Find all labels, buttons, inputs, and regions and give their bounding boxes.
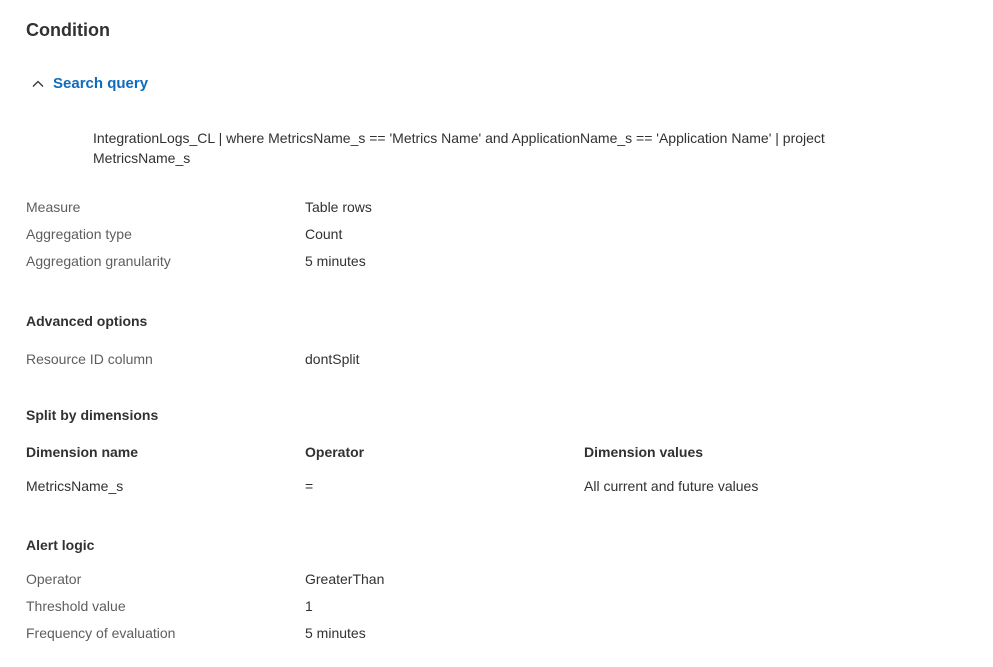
aggregation-type-label: Aggregation type <box>26 226 132 242</box>
threshold-value-label: Threshold value <box>26 598 126 614</box>
measure-value: Table rows <box>305 199 372 215</box>
alert-operator-label: Operator <box>26 571 82 587</box>
table-cell-dimension-values: All current and future values <box>584 478 759 494</box>
search-query-toggle[interactable] <box>31 75 148 92</box>
threshold-value-value: 1 <box>305 598 313 614</box>
frequency-value: 5 minutes <box>305 625 366 641</box>
search-query-label: Search query <box>53 75 149 92</box>
aggregation-type-value: Count <box>305 226 343 242</box>
column-header-operator: Operator <box>305 444 365 460</box>
advanced-options-title: Advanced options <box>26 313 148 329</box>
frequency-label: Frequency of evaluation <box>26 625 176 641</box>
split-by-dimensions-title: Split by dimensions <box>26 407 159 423</box>
column-header-dimension-values: Dimension values <box>584 444 704 460</box>
resource-id-column-value: dontSplit <box>305 351 360 367</box>
chevron-up-icon <box>31 77 45 91</box>
aggregation-granularity-label: Aggregation granularity <box>26 253 171 269</box>
alert-operator-value: GreaterThan <box>305 571 385 587</box>
table-cell-dimension-name: MetricsName_s <box>26 478 124 494</box>
aggregation-granularity-value: 5 minutes <box>305 253 366 269</box>
condition-title: Condition <box>26 20 110 40</box>
table-cell-operator: = <box>305 478 314 494</box>
resource-id-column-label: Resource ID column <box>26 351 153 367</box>
measure-label: Measure <box>26 199 81 215</box>
column-header-dimension-name: Dimension name <box>26 444 139 460</box>
alert-logic-title: Alert logic <box>26 537 95 553</box>
search-query-text: IntegrationLogs_CL | where MetricsName_s == 'Metrics Name' and ApplicationName_s == 'Application Name' | project MetricsName_s <box>93 130 825 166</box>
